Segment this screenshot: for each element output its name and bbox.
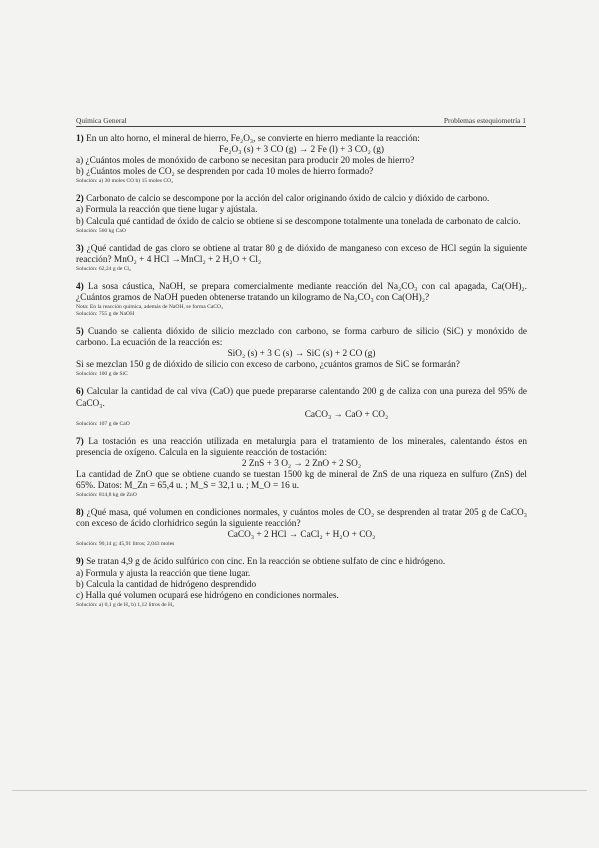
question-b: b) ¿Cuántos moles de CO₂ se desprenden por cada 10 moles de hierro formado? — [76, 167, 374, 178]
page-header — [76, 116, 526, 127]
reaction-equation: 2 ZnS + 3 O₂ → 2 ZnO + 2 SO₂ — [241, 458, 362, 469]
solution: Solución: 814,8 kg de ZnO — [76, 492, 137, 499]
problem-number: 7) — [76, 436, 84, 447]
problem-statement: ¿Qué cantidad de gas cloro se obtiene al tratar 80 g de dióxido de manganeso con exceso de HCl según la siguiente reacción? MnO₂ + 4 HCl →MnCl₂ + 2 H₂O + Cl₂ — [76, 243, 527, 265]
problem-3 — [76, 244, 527, 273]
solution: Solución: a) 0,1 g de H₂ b) 1,12 litros de H₂ — [76, 601, 175, 608]
question-b: b) Calcula qué cantidad de óxido de calcio se obtiene si se descompone totalmente una tonelada de carbonato de calcio. — [76, 216, 521, 227]
problem-statement: Se tratan 4,9 g de ácido sulfúrico con cinc. En la reacción se obtiene sulfato de cinc e hidrógeno. — [86, 557, 446, 568]
reaction-equation: SiO₂ (s) + 3 C (s) → SiC (s) + 2 CO (g) — [227, 349, 376, 360]
problem-1 — [76, 134, 527, 185]
solution: Solución: 90,14 g; 45,91 litros; 2,043 moles — [76, 541, 175, 548]
solution: Solución: 62,24 g de Cl₂ — [76, 265, 131, 272]
page-bottom-rule — [12, 790, 587, 791]
question-c: c) Halla qué volumen ocupará ese hidrógeno en condiciones normales. — [76, 590, 339, 601]
problem-list — [76, 134, 527, 618]
reaction-equation: CaCO₃ → CaO + CO₂ — [304, 409, 389, 420]
question-a: a) Formula y ajusta la reacción que tiene lugar. — [76, 568, 251, 579]
problem-4 — [76, 282, 527, 318]
problem-statement: En un alto horno, el mineral de hierro, Fe₂O₃, se convierte en hierro mediante la reacción: — [86, 134, 420, 144]
problem-statement: La sosa cáustica, NaOH, se prepara comercialmente mediante reacción del Na₂CO₃ con cal apagada, Ca(OH)₂. ¿Cuántos gramos de NaOH pueden obtenerse tratando un kilogramo de Na₂CO₃ con Ca(OH)₂? — [76, 281, 527, 303]
solution: Solución: 755 g de NaOH — [76, 311, 135, 318]
problem-number: 9) — [76, 557, 84, 568]
problem-statement: Calcular la cantidad de cal viva (CaO) que puede prepararse calentando 200 g de caliza con una pureza del 95% de CaCO₃. — [76, 387, 527, 409]
question-b: b) Calcula la cantidad de hidrógeno desprendido — [76, 579, 257, 590]
header-course: Química General — [76, 116, 127, 125]
problem-number: 6) — [76, 387, 84, 398]
solution: Solución: 100 g de SiC — [76, 371, 128, 378]
note: Nota: En la reacción química, además de NaOH, se forma CaCO₃ — [76, 304, 224, 311]
problem-2 — [76, 194, 527, 234]
problem-6 — [76, 387, 527, 427]
solution: Solución: a) 30 moles CO b) 15 moles CO₂ — [76, 178, 174, 185]
question-a: a) Formula la reacción que tiene lugar y ajústala. — [76, 205, 258, 216]
reaction-equation: CaCO₃ + 2 HCl → CaCl₂ + H₂O + CO₂ — [227, 530, 376, 541]
problem-statement: Carbonato de calcio se descompone por la acción del calor originando óxido de calcio y dióxido de carbono. — [86, 194, 490, 205]
solution: Solución: 107 g de CaO — [76, 420, 130, 427]
problem-5 — [76, 327, 527, 378]
question-a: a) ¿Cuántos moles de monóxido de carbono se necesitan para producir 20 moles de hierro? — [76, 156, 415, 167]
problem-number: 5) — [76, 327, 84, 338]
problem-question: Si se mezclan 150 g de dióxido de silicio con exceso de carbono, ¿cuántos gramos de SiC se formarán? — [76, 360, 460, 371]
problem-question: La cantidad de ZnO que se obtiene cuando se tuestan 1500 kg de mineral de ZnS de una riqueza en sulfuro (ZnS) del 65%. Datos: M_Zn = 65,4 u. ; M_S = 32,1 u. ; M_O = 16 u. — [76, 469, 527, 492]
problem-number: 8) — [76, 508, 84, 519]
header-topic: Problemas estequiometría 1 — [443, 116, 526, 125]
problem-statement: ¿Qué masa, qué volumen en condiciones normales, y cuántos moles de CO₂ se desprenden al tratar 205 g de CaCO₃ con exceso de ácido clorhídrico según la siguiente reacción? — [76, 508, 527, 530]
problem-number: 3) — [76, 243, 84, 254]
problem-8 — [76, 508, 527, 548]
reaction-equation: Fe₂O₃ (s) + 3 CO (g) → 2 Fe (l) + 3 CO₂ (g) — [218, 145, 385, 156]
problem-7 — [76, 437, 527, 499]
problem-statement: Cuando se calienta dióxido de silicio mezclado con carbono, se forma carburo de silicio (SiC) y monóxido de carbono. La ecuación de la reacción es: — [76, 327, 527, 349]
problem-number: 1) — [76, 134, 84, 144]
problem-statement: La tostación es una reacción utilizada en metalurgia para el tratamiento de los minerales, calentando éstos en presencia de oxígeno. Calcula en la siguiente reacción de tostación: — [76, 436, 527, 458]
problem-9 — [76, 557, 527, 608]
problem-number: 4) — [76, 281, 84, 292]
solution: Solución: 560 kg CaO — [76, 227, 126, 234]
problem-number: 2) — [76, 194, 84, 205]
